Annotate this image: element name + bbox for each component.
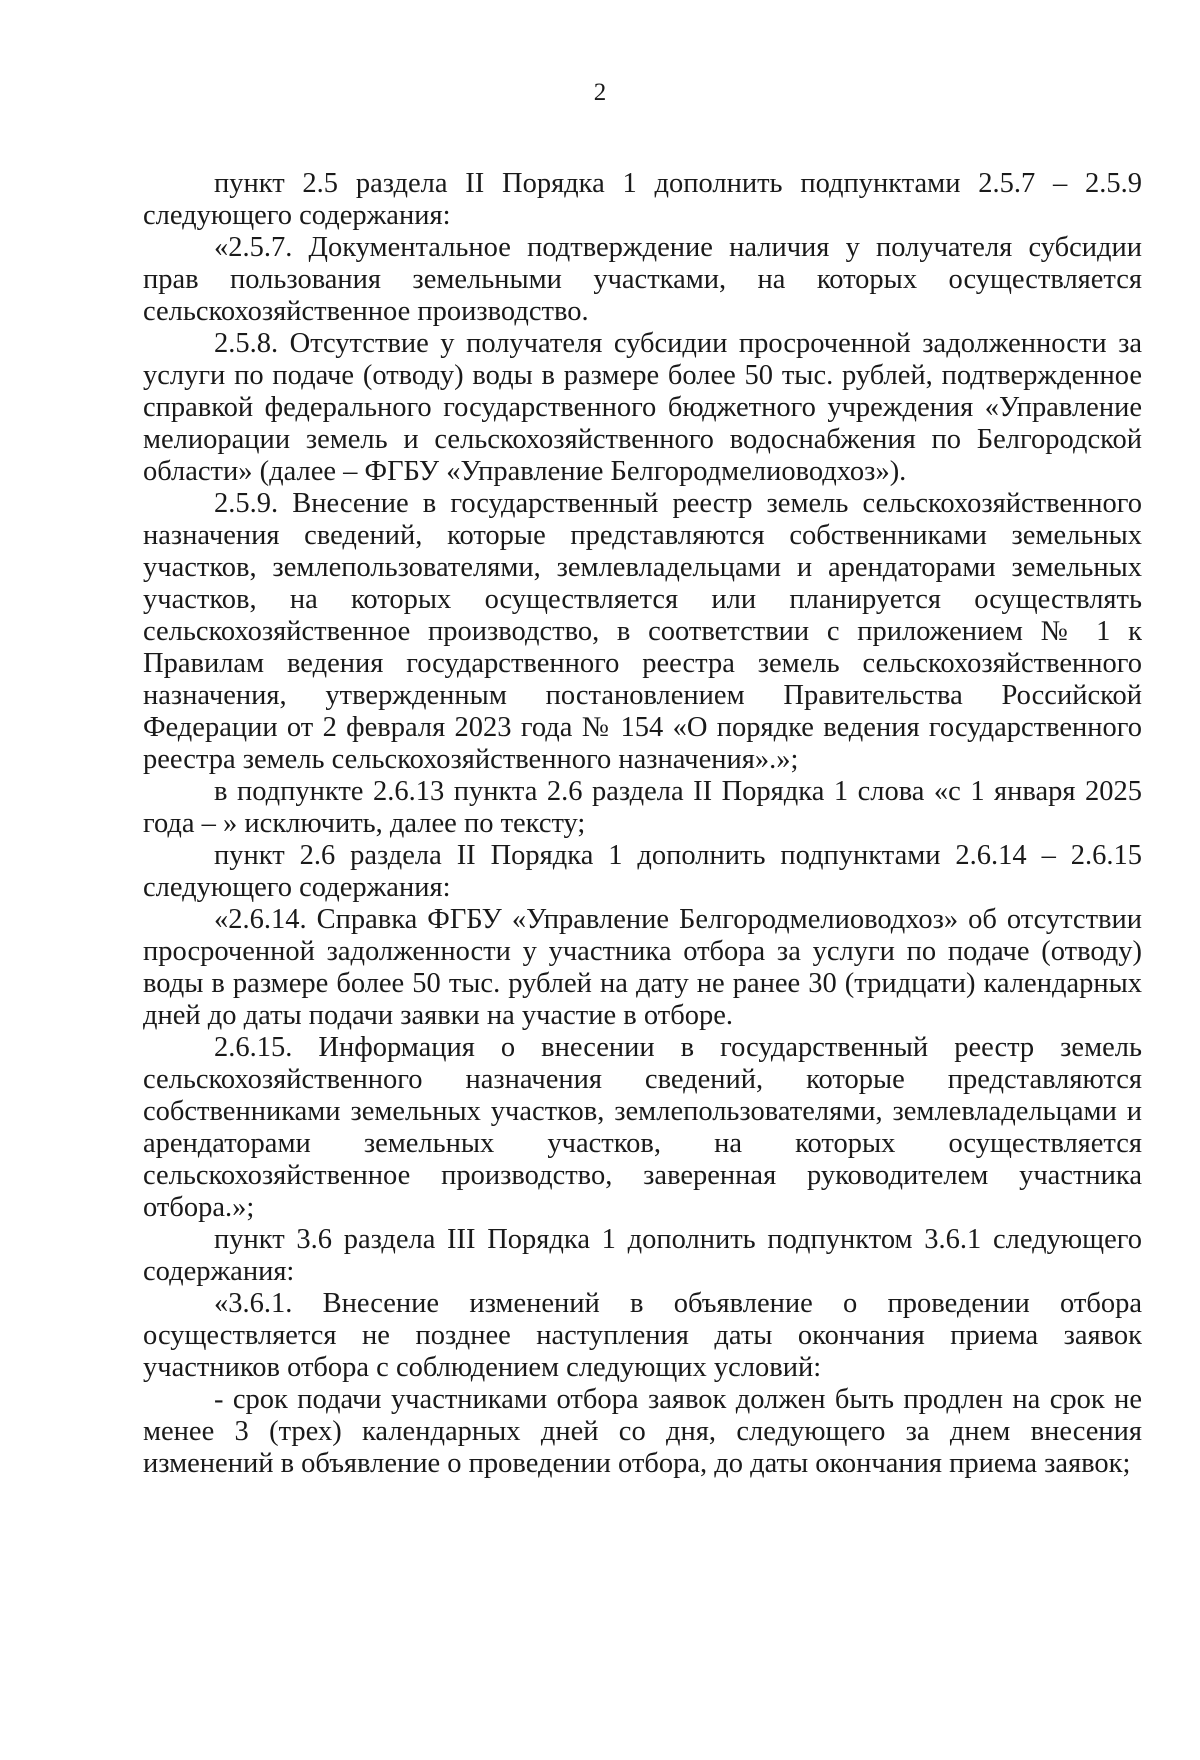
paragraph-deadline-condition: - срок подачи участниками отбора заявок должен быть продлен на срок не менее 3 (трех) календарных дней со дня, следующего за днем внесения изменений в объявление о проведении отбора, до даты окончания приема заявок; [143, 1384, 1142, 1479]
paragraph-amend-2-6: пункт 2.6 раздела II Порядка 1 дополнить подпунктами 2.6.14 – 2.6.15 следующего содержания: [143, 840, 1142, 903]
document-body [143, 168, 1142, 1480]
paragraph-2-5-8: 2.5.8. Отсутствие у получателя субсидии просроченной задолженности за услуги по подаче (отводу) воды в размере более 50 тыс. рублей, подтвержденное справкой федерального государственного бюджетного учреждения «Управление мелиорации земель и сельскохозяйственного водоснабжения по Белгородской области» (далее – ФГБУ «Управление Белгородмелиоводхоз»). [143, 328, 1142, 487]
page-number: 2 [593, 79, 607, 106]
paragraph-2-6-15: 2.6.15. Информация о внесении в государственный реестр земель сельскохозяйственного назначения сведений, которые представляются собственниками земельных участков, землепользователями, землевладельцами и арендаторами земельных участков, на которых осуществляется сельскохозяйственное производство, заверенная руководителем участника отбора.»; [143, 1032, 1142, 1223]
paragraph-2-5-7: «2.5.7. Документальное подтверждение наличия у получателя субсидии прав пользования земельными участками, на которых осуществляется сельскохозяйственное производство. [143, 232, 1142, 327]
paragraph-3-6-1: «3.6.1. Внесение изменений в объявление о проведении отбора осуществляется не позднее наступления даты окончания приема заявок участников отбора с соблюдением следующих условий: [143, 1288, 1142, 1383]
paragraph-2-5-9: 2.5.9. Внесение в государственный реестр земель сельскохозяйственного назначения сведений, которые представляются собственниками земельных участков, землепользователями, землевладельцами и арендаторами земельных участков, на которых осуществляется или планируется осуществлять сельскохозяйственное производство, в соответствии с приложением № 1 к Правилам ведения государственного реестра земель сельскохозяйственного назначения, утвержденным постановлением Правительства Российской Федерации от 2 февраля 2023 года № 154 «О порядке ведения государственного реестра земель сельскохозяйственного назначения».»; [143, 488, 1142, 775]
paragraph-amend-2-5: пункт 2.5 раздела II Порядка 1 дополнить подпунктами 2.5.7 – 2.5.9 следующего содержания: [143, 168, 1142, 231]
paragraph-amend-2-6-13: в подпункте 2.6.13 пункта 2.6 раздела II Порядка 1 слова «с 1 января 2025 года – » исключить, далее по тексту; [143, 776, 1142, 839]
paragraph-amend-3-6: пункт 3.6 раздела III Порядка 1 дополнить подпунктом 3.6.1 следующего содержания: [143, 1224, 1142, 1287]
paragraph-2-6-14: «2.6.14. Справка ФГБУ «Управление Белгородмелиоводхоз» об отсутствии просроченной задолженности у участника отбора за услуги по подаче (отводу) воды в размере более 50 тыс. рублей на дату не ранее 30 (тридцати) календарных дней до даты подачи заявки на участие в отборе. [143, 904, 1142, 1031]
